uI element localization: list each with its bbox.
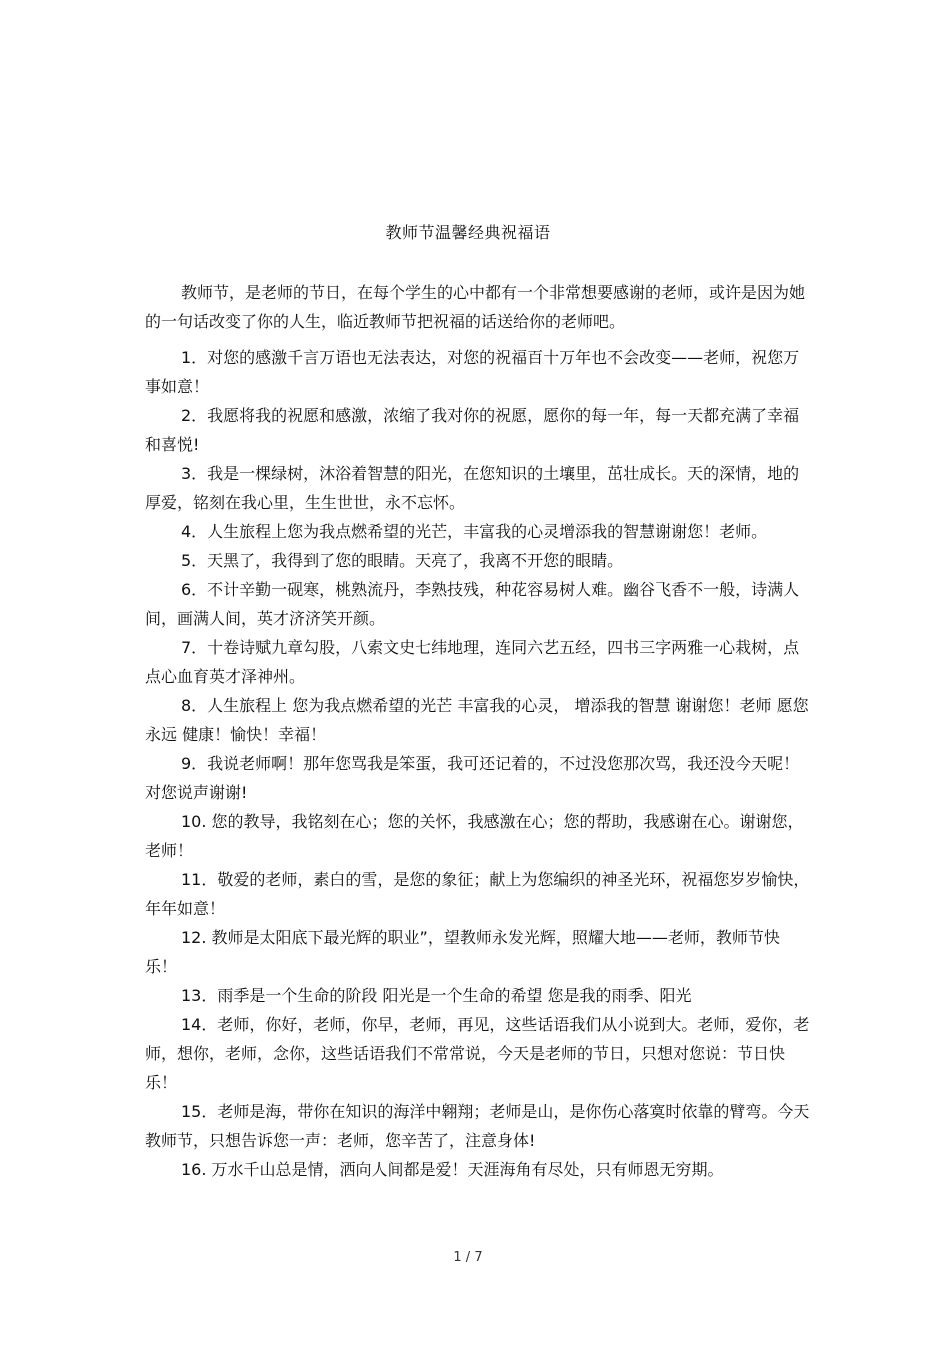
list-item: 6．不计辛勤一砚寒，桃熟流丹，李熟技残，种花容易树人难。幽谷飞香不一般，诗满人间，画满人间，英才济济笑开颜。	[145, 580, 800, 628]
list-item: 13．雨季是一个生命的阶段 阳光是一个生命的希望 您是我的雨季、阳光	[181, 986, 692, 1005]
list-item: 11．敬爱的老师，素白的雪，是您的象征；献上为您编织的神圣光环，祝福您岁岁愉快，年年如意！	[145, 870, 810, 918]
list-item: 14．老师，你好，老师，你早，老师，再见，这些话语我们从小说到大。老师，爱你，老师，想你，老师，念你，这些话语我们不常常说，今天是老师的节日，只想对您说：节日快乐！	[145, 1015, 810, 1092]
intro-paragraph: 教师节，是老师的节日，在每个学生的心中都有一个非常想要感谢的老师，或许是因为她的一句话改变了你的人生，临近教师节把祝福的话送给你的老师吧。	[145, 283, 806, 331]
list-item: 12. 教师是太阳底下最光辉的职业”，望教师永发光辉，照耀大地——老师，教师节快乐！	[145, 928, 780, 976]
list-item: 4．人生旅程上您为我点燃希望的光芒，丰富我的心灵增添我的智慧谢谢您！老师。	[181, 522, 768, 541]
list-item: 15．老师是海，带你在知识的海洋中翱翔；老师是山，是你伤心落寞时依靠的臂弯。今天教师节，只想告诉您一声：老师，您辛苦了，注意身体!	[145, 1102, 810, 1150]
list-item: 16. 万水千山总是情，洒向人间都是爱！天涯海角有尽处，只有师恩无穷期。	[181, 1160, 724, 1179]
list-item: 7．十卷诗赋九章勾股，八索文史七纬地理，连同六艺五经，四书三字两雅一心栽树，点点心血育英才泽神州。	[145, 638, 800, 686]
list-item: 1．对您的感激千言万语也无法表达，对您的祝福百十万年也不会改变——老师，祝您万事如意！	[145, 348, 800, 396]
page-title: 教师节温馨经典祝福语	[385, 223, 551, 242]
page-number: 1 / 7	[453, 1250, 483, 1265]
list-item: 8．人生旅程上 您为我点燃希望的光芒 丰富我的心灵， 增添我的智慧 谢谢您！老师 愿您永远 健康！愉快！幸福！	[145, 696, 809, 744]
list-item: 9．我说老师啊！那年您骂我是笨蛋，我可还记着的，不过没您那次骂，我还没今天呢！对您说声谢谢!	[145, 754, 800, 802]
blessing-list	[145, 343, 810, 1184]
list-item: 3．我是一棵绿树，沐浴着智慧的阳光，在您知识的土壤里，茁壮成长。天的深情，地的厚爱，铭刻在我心里，生生世世，永不忘怀。	[145, 464, 800, 512]
list-item: 2．我愿将我的祝愿和感激，浓缩了我对你的祝愿，愿你的每一年，每一天都充满了幸福和喜悦!	[145, 406, 800, 454]
list-item: 10. 您的教导，我铭刻在心；您的关怀，我感激在心；您的帮助，我感谢在心。谢谢您，老师！	[145, 812, 804, 860]
list-item: 5．天黑了，我得到了您的眼睛。天亮了，我离不开您的眼睛。	[181, 551, 624, 570]
